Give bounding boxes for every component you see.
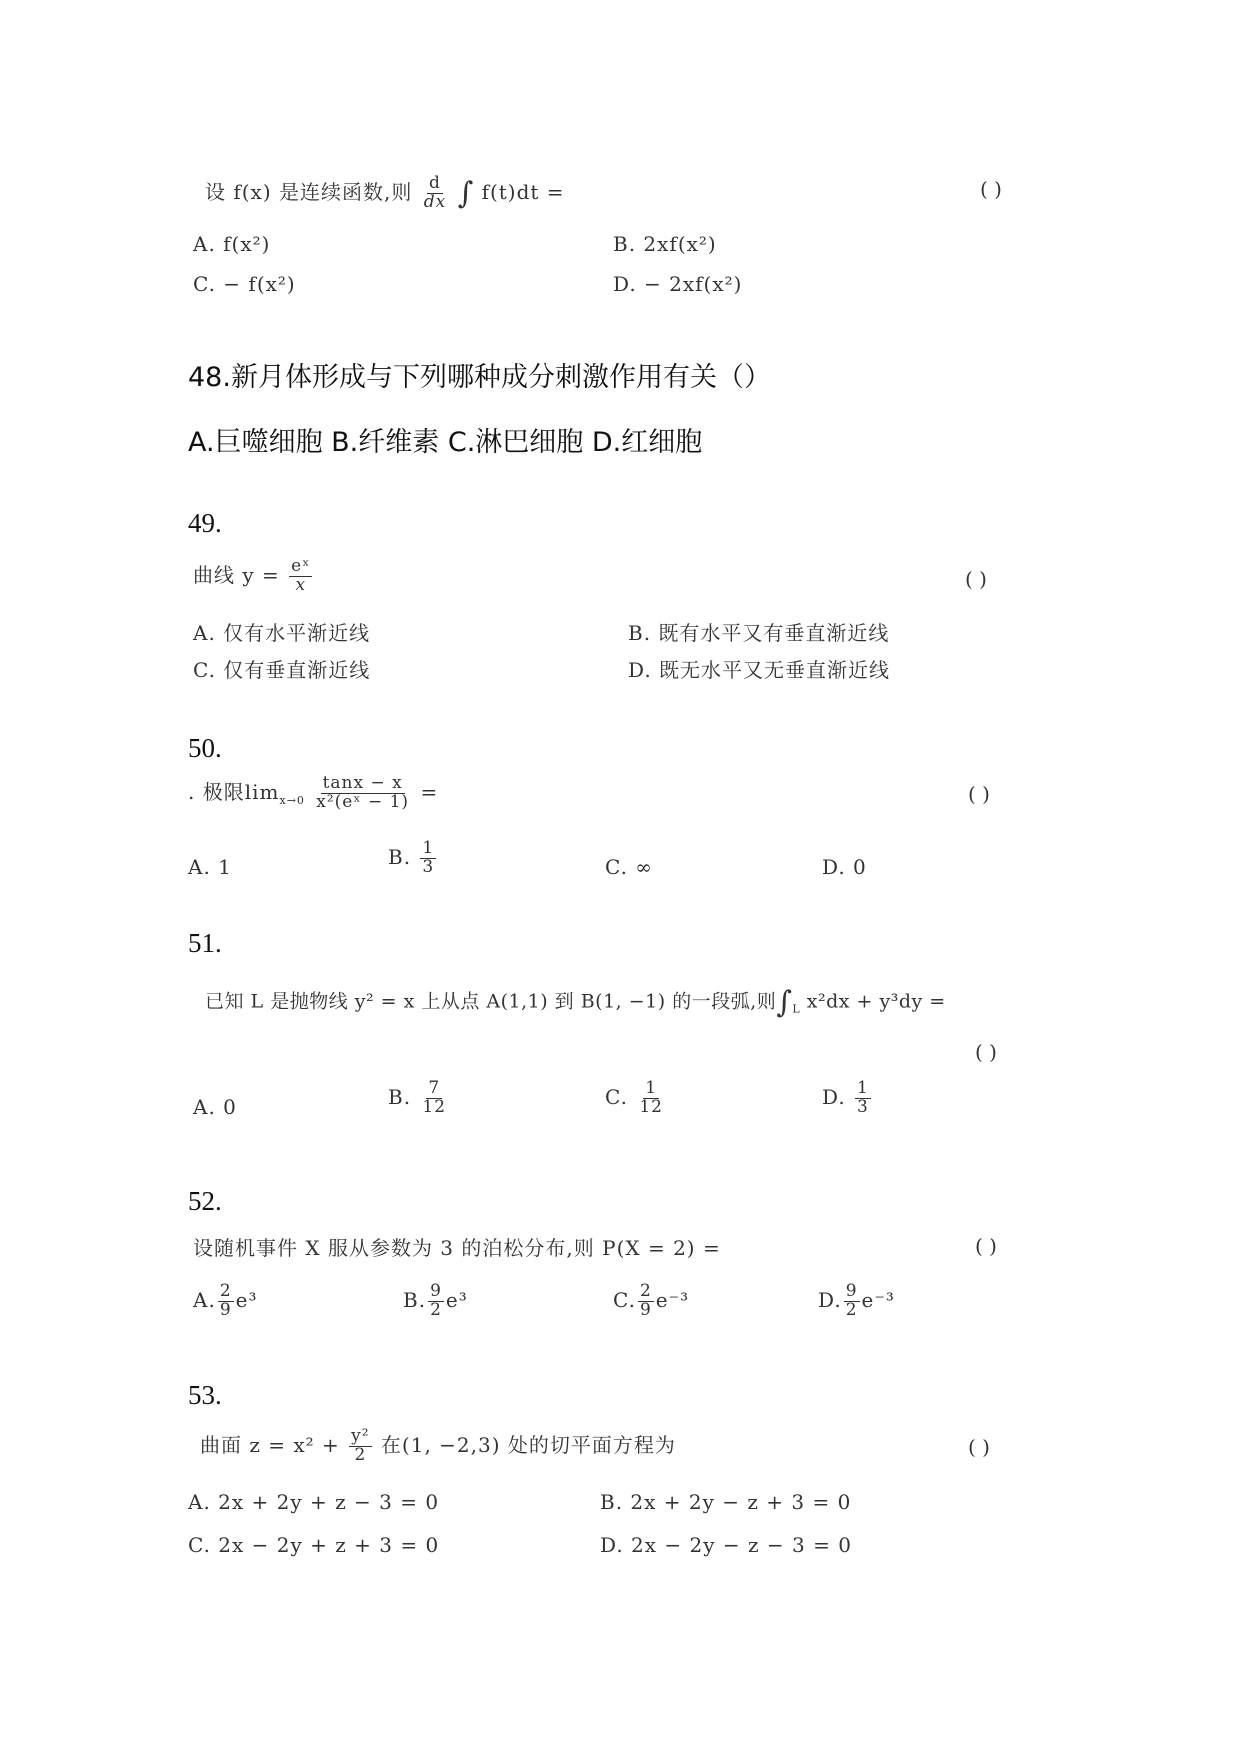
q49-stem-text: 曲线 y = [193, 562, 280, 587]
q52-option-a-frac: $\frac{2}{9}$ [219, 1281, 232, 1320]
q49-stem [193, 558, 314, 595]
q53-option-a: A. 2x + 2y + z − 3 = 0 [188, 1490, 440, 1514]
q49-option-b: B. 既有水平又有垂直渐近线 [628, 621, 890, 645]
q51-integral-sign: ∫ [776, 985, 793, 1020]
q47-option-d: D. − 2xf(x²) [613, 272, 743, 296]
q47-stem [205, 175, 565, 212]
q53-paren: ( ) [968, 1435, 990, 1459]
q51-number: 51. [188, 928, 222, 958]
q47-option-b: B. 2xf(x²) [613, 232, 717, 256]
q51-stem [205, 985, 946, 1020]
q47-stem-post: f(t)dt = [481, 179, 565, 204]
q51-option-b-frac: $\frac{7}{12}$ [422, 1078, 447, 1117]
q52-option-a-exp: e³ [235, 1287, 258, 1312]
q52-option-a [193, 1283, 258, 1320]
q53-stem [200, 1428, 676, 1465]
q53-number: 53. [188, 1380, 222, 1410]
q49-option-d: D. 既无水平又无垂直渐近线 [628, 658, 891, 682]
q52-option-b-label: B. [403, 1287, 427, 1312]
q53-stem-post: 在(1, −2,3) 处的切平面方程为 [380, 1432, 676, 1457]
q52-stem: 设随机事件 X 服从参数为 3 的泊松分布,则 P(X = 2) = [193, 1236, 721, 1260]
q50-fraction: $\frac{\tan x - x}{\text{x²(eˣ − 1)}}$ [316, 773, 410, 812]
q49-option-a: A. 仅有水平渐近线 [193, 621, 371, 645]
q50-option-b-label: B. [388, 844, 412, 869]
q51-option-a: A. 0 [193, 1095, 237, 1119]
q52-option-c-label: C. [613, 1287, 636, 1312]
q52-option-d-exp: e⁻³ [861, 1287, 895, 1312]
q50-lim-sub: x→0 [279, 793, 305, 807]
q52-number: 52. [188, 1186, 222, 1216]
q48-options: A.巨噬细胞 B.纤维素 C.淋巴细胞 D.红细胞 [188, 427, 703, 458]
q52-option-c [613, 1283, 689, 1320]
q47-paren: ( ) [980, 177, 1002, 201]
q51-stem-post: x²dx + y³dy = [806, 990, 946, 1013]
q50-option-c: C. ∞ [605, 855, 653, 879]
q52-option-a-label: A. [193, 1287, 216, 1312]
q51-stem-pre: 已知 L 是抛物线 y² = x 上从点 A(1,1) 到 B(1, −1) 的一段弧,则 [205, 990, 777, 1013]
q53-stem-pre: 曲面 z = x² + [200, 1432, 340, 1457]
q51-option-d [822, 1080, 873, 1117]
q52-option-d-label: D. [818, 1287, 842, 1312]
q51-option-d-frac: $\frac{1}{3}$ [857, 1078, 869, 1117]
q52-option-c-frac: $\frac{2}{9}$ [639, 1281, 652, 1320]
q51-paren: ( ) [975, 1040, 997, 1064]
q48-stem: 48.新月体形成与下列哪种成分刺激作用有关（） [188, 362, 771, 393]
q52-option-d-frac: $\frac{9}{2}$ [845, 1281, 858, 1320]
q50-option-d: D. 0 [822, 855, 867, 879]
q51-option-d-label: D. [822, 1084, 846, 1109]
q50-option-a: A. 1 [188, 855, 232, 879]
q52-option-d [818, 1283, 895, 1320]
q51-int-sub: L [792, 1002, 801, 1016]
q50-option-b [388, 840, 438, 877]
q53-option-b: B. 2x + 2y − z + 3 = 0 [600, 1490, 852, 1514]
q49-number: 49. [188, 508, 222, 538]
q50-number: 50. [188, 733, 222, 763]
q53-option-c: C. 2x − 2y + z + 3 = 0 [188, 1533, 440, 1557]
q49-option-c: C. 仅有垂直渐近线 [193, 658, 371, 682]
q51-option-c-label: C. [605, 1084, 628, 1109]
q47-option-c: C. − f(x²) [193, 272, 296, 296]
q49-paren: ( ) [965, 567, 987, 591]
q50-lim: . 极限lim [188, 779, 280, 804]
q52-option-b [403, 1283, 468, 1320]
q52-option-b-exp: e³ [445, 1287, 468, 1312]
q49-fraction: $\frac{\text{eˣ}}{x}$ [291, 556, 311, 595]
q52-option-c-exp: e⁻³ [655, 1287, 690, 1312]
q51-option-c-frac: $\frac{1}{12}$ [639, 1078, 663, 1117]
q52-paren: ( ) [975, 1234, 997, 1258]
q51-option-b-label: B. [388, 1084, 412, 1109]
q50-paren: ( ) [968, 782, 990, 806]
q47-deriv: $\frac{d}{dx}$ [423, 173, 447, 212]
q52-option-b-frac: $\frac{9}{2}$ [430, 1281, 442, 1320]
q47-stem-pre: 设 f(x) 是连续函数,则 [205, 179, 413, 204]
q53-fraction: $\frac{\text{y²}}{2}$ [351, 1426, 370, 1465]
q51-option-c [605, 1080, 667, 1117]
q50-stem [188, 775, 438, 812]
q50-eq: = [420, 779, 439, 804]
q47-integral-sign: ∫ [457, 175, 475, 211]
q53-option-d: D. 2x − 2y − z − 3 = 0 [600, 1533, 852, 1557]
q51-option-b [388, 1080, 450, 1117]
q50-option-b-frac: $\frac{1}{3}$ [422, 838, 435, 877]
q47-option-a: A. f(x²) [193, 232, 271, 256]
